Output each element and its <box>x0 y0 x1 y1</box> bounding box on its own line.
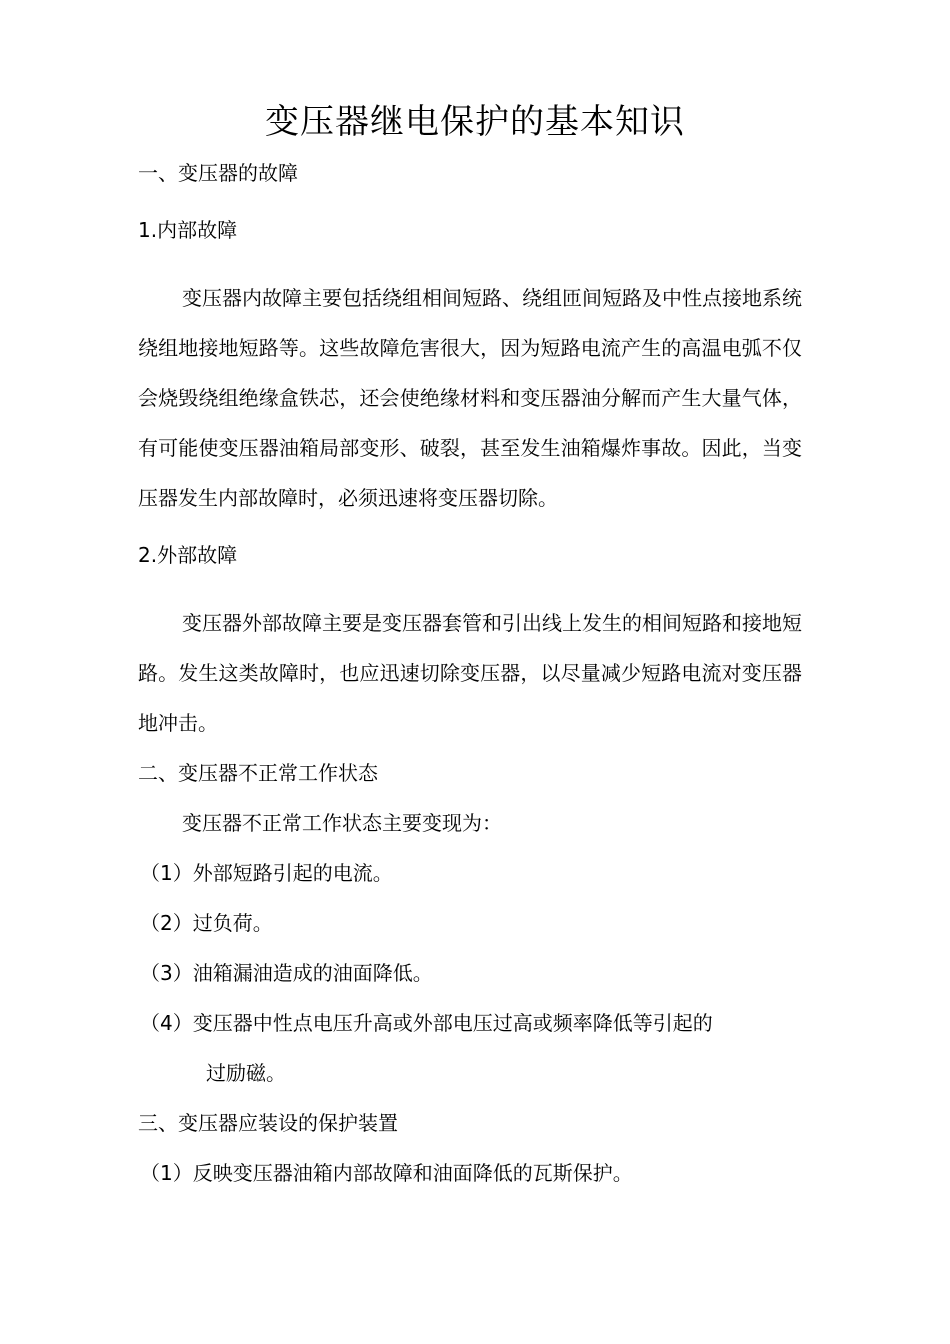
list-item-2: （2）过负荷。 <box>140 911 273 935</box>
section-heading-faults: 一、变压器的故障 <box>138 161 298 185</box>
document-title: 变压器继电保护的基本知识 <box>265 102 685 142</box>
subsection-heading-internal-faults: 1.内部故障 <box>138 218 238 242</box>
protection-list-item-1: （1）反映变压器油箱内部故障和油面降低的瓦斯保护。 <box>140 1161 633 1185</box>
subsection-heading-external-faults: 2.外部故障 <box>138 543 238 567</box>
section-heading-abnormal-states: 二、变压器不正常工作状态 <box>138 761 378 785</box>
paragraph-internal-faults: 变压器内故障主要包括绕组相间短路、绕组匝间短路及中性点接地系统绕组地接地短路等。这些故障危害很大，因为短路电流产生的高温电弧不仅会烧毁绕组绝缘盒铁芯，还会使绝缘材料和变压器油分解而产生大量气体，有可能使变压器油箱局部变形、破裂，甚至发生油箱爆炸事故。因此，当变压器发生内部故障时，必须迅速将变压器切除。 <box>138 286 802 510</box>
list-item-1: （1）外部短路引起的电流。 <box>140 861 393 885</box>
paragraph-external-faults: 变压器外部故障主要是变压器套管和引出线上发生的相间短路和接地短路。发生这类故障时，也应迅速切除变压器，以尽量减少短路电流对变压器地冲击。 <box>138 611 802 735</box>
list-item-4-continuation: 过励磁。 <box>206 1061 286 1085</box>
list-item-3: （3）油箱漏油造成的油面降低。 <box>140 961 433 985</box>
section-heading-protection-devices: 三、变压器应装设的保护装置 <box>138 1111 398 1135</box>
list-item-4: （4）变压器中性点电压升高或外部电压过高或频率降低等引起的 <box>140 1011 713 1035</box>
abnormal-states-intro: 变压器不正常工作状态主要变现为： <box>182 811 502 835</box>
